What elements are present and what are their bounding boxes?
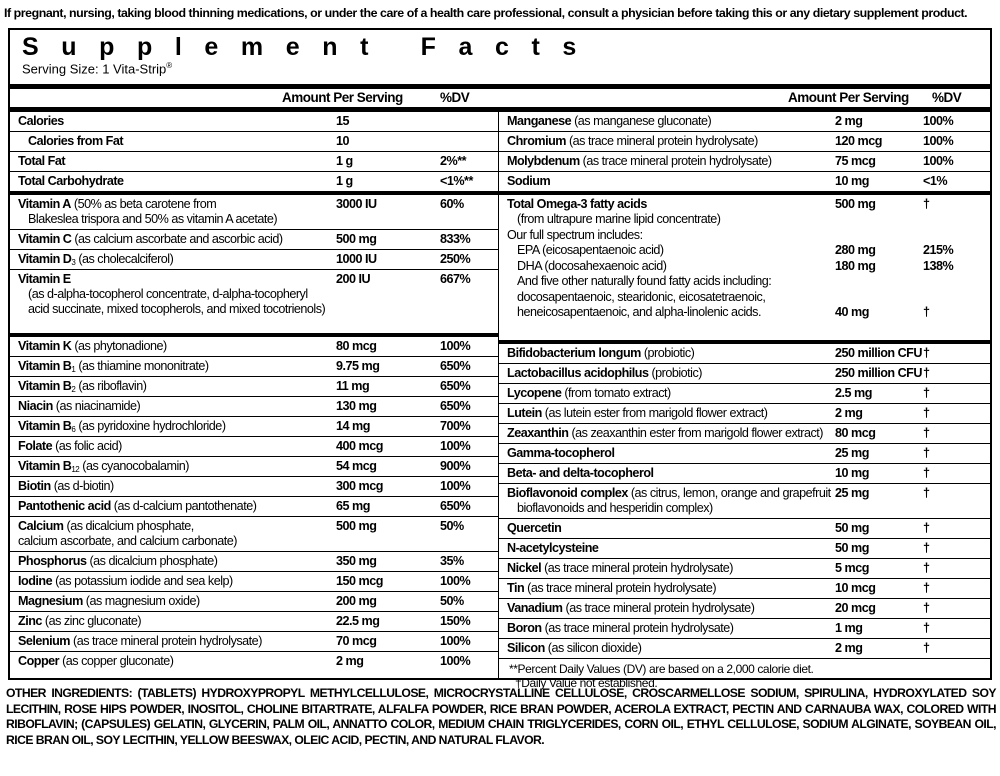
nutrient-name <box>18 134 123 149</box>
nutrient-name <box>18 614 141 629</box>
nutrient-dv: 667% <box>440 272 471 286</box>
nutrient-row <box>10 195 498 230</box>
nutrient-source-line3: acid succinate, mixed tocopherols, and mixed tocotrienols) <box>28 302 326 316</box>
nutrient-name <box>507 521 561 536</box>
nutrient-dv: 650% <box>440 359 471 373</box>
panel-title: Supplement Facts <box>22 33 599 61</box>
nutrient-dv: 150% <box>440 614 471 628</box>
nutrient-dv: 833% <box>440 232 471 246</box>
nutrient-dv: 100% <box>440 574 471 588</box>
nutrient-row <box>499 344 991 364</box>
nutrient-label: Biotin <box>18 479 51 493</box>
nutrient-name <box>507 486 831 516</box>
footnote-dagger: †Daily Value not established. <box>515 676 658 690</box>
nutrient-amount: 80 mcg <box>336 339 377 353</box>
nutrient-label: Nickel <box>507 561 542 575</box>
omega-detail-line: Our full spectrum includes: <box>507 227 643 242</box>
nutrient-amount: 500 mg <box>835 197 876 211</box>
nutrient-row <box>499 599 991 619</box>
nutrient-row <box>10 112 498 132</box>
nutrient-amount: 10 mg <box>835 466 869 480</box>
nutrient-amount: 400 mcg <box>336 439 383 453</box>
nutrient-source: (as calcium ascorbate and ascorbic acid) <box>74 232 283 246</box>
nutrient-amount: 2 mg <box>835 641 863 655</box>
nutrient-dv: 100% <box>923 114 954 128</box>
nutrient-amount: 54 mcg <box>336 459 377 473</box>
nutrient-row <box>10 132 498 152</box>
left-header-amount: Amount Per Serving <box>282 90 403 105</box>
nutrient-name <box>507 426 823 441</box>
nutrient-source: (as lutein ester from marigold flower extract) <box>544 406 768 420</box>
nutrient-amount: 50 mg <box>835 521 869 535</box>
nutrient-label: N-acetylcysteine <box>507 541 599 555</box>
nutrient-label: Total Fat <box>18 154 66 168</box>
nutrient-source-line2: Blakeslea trispora and 50% as vitamin A acetate) <box>28 212 278 226</box>
nutrient-row <box>10 652 498 678</box>
nutrient-row <box>10 477 498 497</box>
nutrient-source: (as niacinamide) <box>55 399 141 413</box>
other-ingredients: OTHER INGREDIENTS: (TABLETS) HYDROXYPROPYL METHYLCELLULOSE, MICROCRYSTALLINE CELLULOSE, CROSCARMELLOSE SODIUM, SPIRULINA, HYDROXYLATED SOY LECITHIN, ROSE HIPS POWDER, INOSITOL, CHOLINE BITARTRATE, ALFALFA POWDER, RICE BRAN POWDER, ACEROLA EXTRACT, PECTIN AND CARNAUBA WAX, COLORED WITH RIBOFLAVIN; (CAPSULES) GELATIN, GLYCERIN, PALM OIL, ANNATTO COLOR, MEDIUM CHAIN TRIGLYCERIDES, CORN OIL, ETHYL CELLULOSE, SODIUM ALGINATE, SOYBEAN OIL, RICE BRAN OIL, SOY LECITHIN, YELLOW BEESWAX, OLEIC ACID, PECTIN, AND NATURAL FLAVOR. <box>6 686 996 747</box>
nutrient-name <box>18 419 226 437</box>
nutrient-row <box>499 132 991 152</box>
nutrient-amount: 120 mcg <box>835 134 882 148</box>
nutrient-label: Pantothenic acid <box>18 499 111 513</box>
nutrient-row <box>499 464 991 484</box>
nutrient-source: (as trace mineral protein hydrolysate) <box>544 561 733 575</box>
nutrient-label: Vitamin C <box>18 232 72 246</box>
nutrient-name <box>507 466 654 481</box>
nutrient-label: Copper <box>18 654 60 668</box>
nutrient-name <box>507 601 754 616</box>
nutrient-amount: 20 mcg <box>835 601 876 615</box>
nutrient-amount: 150 mcg <box>336 574 383 588</box>
nutrient-dv: 650% <box>440 499 471 513</box>
nutrient-name <box>18 519 237 549</box>
nutrient-amount: 250 million CFU <box>835 366 922 380</box>
nutrient-dv: 100% <box>923 134 954 148</box>
nutrient-source-line2: calcium ascorbate, and calcium carbonate) <box>18 534 237 548</box>
omega-detail-line: And five other naturally found fatty acids including: <box>517 274 772 288</box>
nutrient-row <box>10 552 498 572</box>
nutrient-label: Total Omega-3 fatty acids <box>507 197 647 211</box>
nutrient-label: Iodine <box>18 574 53 588</box>
nutrient-label: Zinc <box>18 614 42 628</box>
nutrient-name <box>18 459 189 477</box>
omega-detail-value: 40 mg <box>835 305 869 319</box>
nutrient-label: Selenium <box>18 634 70 648</box>
nutrient-row <box>499 639 991 658</box>
nutrient-name <box>507 134 758 149</box>
nutrient-label: Lactobacillus acidophilus <box>507 366 649 380</box>
nutrient-dv: 2%** <box>440 154 467 168</box>
nutrient-row <box>499 444 991 464</box>
nutrient-row <box>10 612 498 632</box>
nutrient-row <box>10 377 498 397</box>
nutrient-dv: † <box>923 466 930 480</box>
nutrient-source: (50% as beta carotene from <box>73 197 217 211</box>
nutrient-amount: 10 mcg <box>835 581 876 595</box>
warning-text: If pregnant, nursing, taking blood thinning medications, or under the care of a health care professional, consult a physician before taking this or any dietary supplement product. <box>4 6 968 20</box>
omega-detail-value: 280 mg <box>835 243 876 257</box>
nutrient-label: Molybdenum <box>507 154 580 168</box>
nutrient-name <box>507 386 671 401</box>
nutrient-source: (as thiamine mononitrate) <box>78 359 209 373</box>
nutrient-dv: 650% <box>440 399 471 413</box>
nutrient-dv: † <box>923 541 930 555</box>
nutrient-row <box>499 424 991 444</box>
nutrient-row <box>499 619 991 639</box>
nutrient-amount: 22.5 mg <box>336 614 380 628</box>
nutrient-label: Tin <box>507 581 525 595</box>
nutrient-source: (as folic acid) <box>55 439 122 453</box>
nutrient-amount: 2.5 mg <box>835 386 872 400</box>
nutrient-dv: † <box>923 581 930 595</box>
nutrient-label: Calcium <box>18 519 64 533</box>
nutrient-label: Folate <box>18 439 53 453</box>
nutrient-row <box>499 364 991 384</box>
nutrient-name <box>18 654 173 669</box>
nutrient-name <box>18 339 167 354</box>
nutrient-row <box>499 152 991 172</box>
nutrient-label: Sodium <box>507 174 551 188</box>
nutrient-name <box>507 641 641 656</box>
nutrient-source: (from tomato extract) <box>564 386 671 400</box>
nutrient-amount: 3000 IU <box>336 197 377 211</box>
nutrient-name <box>18 252 173 270</box>
nutrient-amount: 130 mg <box>336 399 377 413</box>
nutrient-name <box>507 197 647 212</box>
nutrient-source: (as pyridoxine hydrochloride) <box>78 419 226 433</box>
nutrient-dv: 100% <box>923 154 954 168</box>
nutrient-amount: 25 mg <box>835 486 869 500</box>
nutrient-name <box>507 346 694 361</box>
nutrient-amount: 1 mg <box>835 621 863 635</box>
nutrient-dv: † <box>923 426 930 440</box>
nutrient-amount: 80 mcg <box>835 426 876 440</box>
omega-detail-line: EPA (eicosapentaenoic acid) <box>517 243 664 257</box>
nutrient-label: Beta- and delta-tocopherol <box>507 466 654 480</box>
nutrient-amount: 50 mg <box>835 541 869 555</box>
nutrient-source: (as trace mineral protein hydrolysate) <box>568 134 758 148</box>
nutrient-row <box>499 172 991 195</box>
nutrient-name <box>18 574 233 589</box>
nutrient-label: Vitamin B <box>18 419 72 433</box>
nutrient-label: Calories from Fat <box>28 134 124 148</box>
nutrient-name <box>507 366 702 381</box>
nutrient-dv: 900% <box>440 459 471 473</box>
nutrient-amount: 250 million CFU <box>835 346 922 360</box>
nutrient-label: Vitamin B <box>18 459 72 473</box>
nutrient-subscript: 2 <box>71 385 76 394</box>
nutrient-label: Bioflavonoid complex <box>507 486 628 500</box>
nutrient-amount: 1 g <box>336 154 353 168</box>
nutrient-label: Vitamin A <box>18 197 71 211</box>
nutrient-row <box>10 497 498 517</box>
nutrient-source: (as silicon dioxide) <box>547 641 642 655</box>
nutrient-amount: 200 mg <box>336 594 377 608</box>
nutrient-label: Zeaxanthin <box>507 426 569 440</box>
nutrient-row <box>10 357 498 377</box>
nutrient-source: (as manganese gluconate) <box>574 114 712 128</box>
nutrient-row <box>499 539 991 559</box>
nutrient-source: (as d-biotin) <box>53 479 114 493</box>
nutrient-amount: 350 mg <box>336 554 377 568</box>
nutrient-label: Phosphorus <box>18 554 87 568</box>
omega-detail-value: 215% <box>923 243 954 257</box>
nutrient-name <box>507 541 598 556</box>
nutrient-row <box>499 484 991 519</box>
nutrient-source: (as trace mineral protein hydrolysate) <box>544 621 734 635</box>
nutrient-amount: 11 mg <box>336 379 370 393</box>
nutrient-amount: 9.75 mg <box>336 359 380 373</box>
nutrient-row <box>499 195 991 344</box>
nutrient-name <box>18 359 209 377</box>
left-nutrient-column <box>10 112 498 678</box>
omega-detail-line: DHA (docosahexaenoic acid) <box>517 258 667 273</box>
nutrient-source: (as d-calcium pantothenate) <box>113 499 257 513</box>
nutrient-name <box>507 154 772 169</box>
nutrient-source: (as trace mineral protein hydrolysate) <box>565 601 755 615</box>
right-nutrient-column <box>498 112 991 690</box>
omega-detail-line: docosapentaenoic, stearidonic, eicosatetraenoic, <box>517 289 766 304</box>
nutrient-amount: 1000 IU <box>336 252 377 266</box>
nutrient-label: Boron <box>507 621 542 635</box>
nutrient-label: Gamma-tocopherol <box>507 446 615 460</box>
nutrient-amount: 14 mg <box>336 419 370 433</box>
nutrient-name <box>18 197 277 227</box>
right-header-dv: %DV <box>932 90 962 105</box>
nutrient-dv: 650% <box>440 379 471 393</box>
omega-detail-value: 180 mg <box>835 258 876 273</box>
nutrient-row <box>10 437 498 457</box>
nutrient-label: Vitamin K <box>18 339 72 353</box>
nutrient-source: (as zinc gluconate) <box>44 614 142 628</box>
nutrient-row <box>10 397 498 417</box>
registered-mark: ® <box>166 61 173 70</box>
serving-size <box>22 61 172 76</box>
nutrient-row <box>499 112 991 132</box>
left-header-dv: %DV <box>440 90 470 105</box>
nutrient-source-line2: bioflavonoids and hesperidin complex) <box>517 501 713 515</box>
nutrient-dv: † <box>923 486 930 500</box>
nutrient-amount: 65 mg <box>336 499 370 513</box>
nutrient-dv: † <box>923 601 930 615</box>
nutrient-label: Vitamin E <box>18 272 71 286</box>
nutrient-dv: 250% <box>440 252 471 266</box>
nutrient-amount: 70 mcg <box>336 634 377 648</box>
nutrient-label: Lutein <box>507 406 542 420</box>
nutrient-name <box>18 272 325 317</box>
nutrient-dv: † <box>923 521 930 535</box>
nutrient-label: Quercetin <box>507 521 562 535</box>
nutrient-source: (as trace mineral protein hydrolysate) <box>582 154 772 168</box>
nutrient-label: Silicon <box>507 641 545 655</box>
nutrient-dv: † <box>923 446 930 460</box>
nutrient-row <box>10 417 498 437</box>
nutrient-amount: 500 mg <box>336 519 377 533</box>
nutrient-name <box>507 621 733 636</box>
nutrient-source-line2: (as d-alpha-tocopherol concentrate, d-alpha-tocopheryl <box>28 287 308 301</box>
nutrient-subscript: 1 <box>71 365 76 374</box>
divider-thick <box>10 84 990 89</box>
omega-detail-value: 138% <box>923 258 954 273</box>
nutrient-dv: 100% <box>440 339 471 353</box>
nutrient-subscript: 12 <box>71 465 80 474</box>
supplement-facts-panel <box>8 28 992 690</box>
nutrient-row <box>10 592 498 612</box>
nutrient-source: (as cyanocobalamin) <box>82 459 189 473</box>
nutrient-name <box>18 439 122 454</box>
nutrient-amount: 2 mg <box>835 406 863 420</box>
nutrient-amount: 2 mg <box>835 114 863 128</box>
nutrient-row <box>499 559 991 579</box>
nutrient-dv: 35% <box>440 554 464 568</box>
nutrient-name <box>18 634 262 649</box>
nutrient-subscript: 3 <box>71 258 76 267</box>
nutrient-dv: † <box>923 621 930 635</box>
nutrient-source: (as cholecalciferol) <box>78 252 174 266</box>
nutrient-name <box>18 594 200 609</box>
nutrient-name <box>507 174 550 189</box>
nutrient-subscript: 6 <box>71 425 76 434</box>
nutrient-source: (as trace mineral protein hydrolysate) <box>527 581 717 595</box>
nutrient-dv: 50% <box>440 519 464 533</box>
nutrient-label: Vanadium <box>507 601 563 615</box>
omega-detail-value: † <box>923 305 930 319</box>
nutrient-source: (as citrus, lemon, orange and grapefruit <box>630 486 831 500</box>
nutrient-label: Chromium <box>507 134 566 148</box>
nutrient-source: (as dicalcium phosphate, <box>66 519 194 533</box>
nutrient-amount: 10 <box>336 134 350 148</box>
nutrient-row <box>10 172 498 195</box>
nutrient-row <box>10 337 498 357</box>
nutrient-name <box>18 379 146 397</box>
nutrient-label: Niacin <box>18 399 53 413</box>
nutrient-name <box>507 581 716 596</box>
nutrient-name <box>18 232 283 247</box>
nutrient-label: Calories <box>18 114 64 128</box>
nutrient-dv: † <box>923 406 930 420</box>
nutrient-label: Magnesium <box>18 594 83 608</box>
nutrient-row <box>10 632 498 652</box>
nutrient-name <box>18 479 114 494</box>
nutrient-row <box>499 519 991 539</box>
nutrient-dv: † <box>923 366 930 380</box>
nutrient-dv: 700% <box>440 419 471 433</box>
omega-detail-line: heneicosapentaenoic, and alpha-linolenic acids. <box>517 305 761 319</box>
nutrient-amount: 1 g <box>336 174 353 188</box>
nutrient-label: Manganese <box>507 114 572 128</box>
nutrient-dv: 100% <box>440 479 471 493</box>
nutrient-dv: † <box>923 641 930 655</box>
nutrient-label: Total Carbohydrate <box>18 174 124 188</box>
nutrient-source: (as trace mineral protein hydrolysate) <box>73 634 262 648</box>
nutrient-name <box>18 399 140 414</box>
nutrient-row <box>10 457 498 477</box>
nutrient-amount: 500 mg <box>336 232 377 246</box>
nutrient-amount: 2 mg <box>336 654 364 668</box>
nutrient-label: Vitamin D <box>18 252 72 266</box>
nutrient-amount: 15 <box>336 114 350 128</box>
nutrient-name <box>507 446 614 461</box>
nutrient-source: (as copper gluconate) <box>62 654 174 668</box>
nutrient-amount: 300 mcg <box>336 479 383 493</box>
nutrient-source: (probiotic) <box>643 346 695 360</box>
nutrient-source: (as magnesium oxide) <box>85 594 200 608</box>
nutrient-dv: 100% <box>440 634 471 648</box>
nutrient-dv: † <box>923 197 930 211</box>
nutrient-name <box>18 554 217 569</box>
serving-size-text: Serving Size: 1 Vita-Strip <box>22 61 167 77</box>
nutrient-name <box>18 114 64 129</box>
nutrient-dv: 100% <box>440 439 471 453</box>
footnote-dv: **Percent Daily Values (DV) are based on a 2,000 calorie diet. <box>509 662 814 676</box>
nutrient-dv: 60% <box>440 197 464 211</box>
nutrient-name <box>507 406 767 421</box>
nutrient-dv: † <box>923 346 930 360</box>
nutrient-source: (probiotic) <box>651 366 702 380</box>
nutrient-name <box>507 114 711 129</box>
nutrient-source: (as phytonadione) <box>74 339 167 353</box>
nutrient-dv: 100% <box>440 654 471 668</box>
nutrient-source: (as riboflavin) <box>78 379 147 393</box>
nutrient-source: (as dicalcium phosphate) <box>89 554 218 568</box>
nutrient-dv: <1% <box>923 174 948 188</box>
nutrient-amount: 200 IU <box>336 272 371 286</box>
nutrient-amount: 25 mg <box>835 446 869 460</box>
nutrient-amount: 75 mcg <box>835 154 876 168</box>
nutrient-row <box>499 384 991 404</box>
nutrient-dv: † <box>923 561 930 575</box>
omega-detail-line: (from ultrapure marine lipid concentrate) <box>517 212 721 226</box>
nutrient-row <box>10 152 498 172</box>
right-header-amount: Amount Per Serving <box>788 90 909 105</box>
nutrient-row <box>499 404 991 424</box>
nutrient-label: Vitamin B <box>18 359 72 373</box>
nutrient-row <box>10 270 498 337</box>
nutrient-label: Vitamin B <box>18 379 72 393</box>
nutrient-amount: 5 mcg <box>835 561 869 575</box>
nutrient-name <box>18 154 65 169</box>
nutrient-dv: 50% <box>440 594 464 608</box>
nutrient-row <box>10 250 498 270</box>
nutrient-name <box>18 499 256 514</box>
nutrient-row <box>10 572 498 592</box>
nutrient-row <box>499 579 991 599</box>
nutrient-name <box>18 174 124 189</box>
nutrient-name <box>507 561 733 576</box>
nutrient-dv: <1%** <box>440 174 473 188</box>
nutrient-label: Bifidobacterium longum <box>507 346 641 360</box>
nutrient-label: Lycopene <box>507 386 562 400</box>
nutrient-source: (as potassium iodide and sea kelp) <box>55 574 233 588</box>
nutrient-amount: 10 mg <box>835 174 869 188</box>
nutrient-row <box>10 517 498 552</box>
nutrient-dv: † <box>923 386 930 400</box>
nutrient-row <box>10 230 498 250</box>
nutrient-source: (as zeaxanthin ester from marigold flower extract) <box>571 426 823 440</box>
